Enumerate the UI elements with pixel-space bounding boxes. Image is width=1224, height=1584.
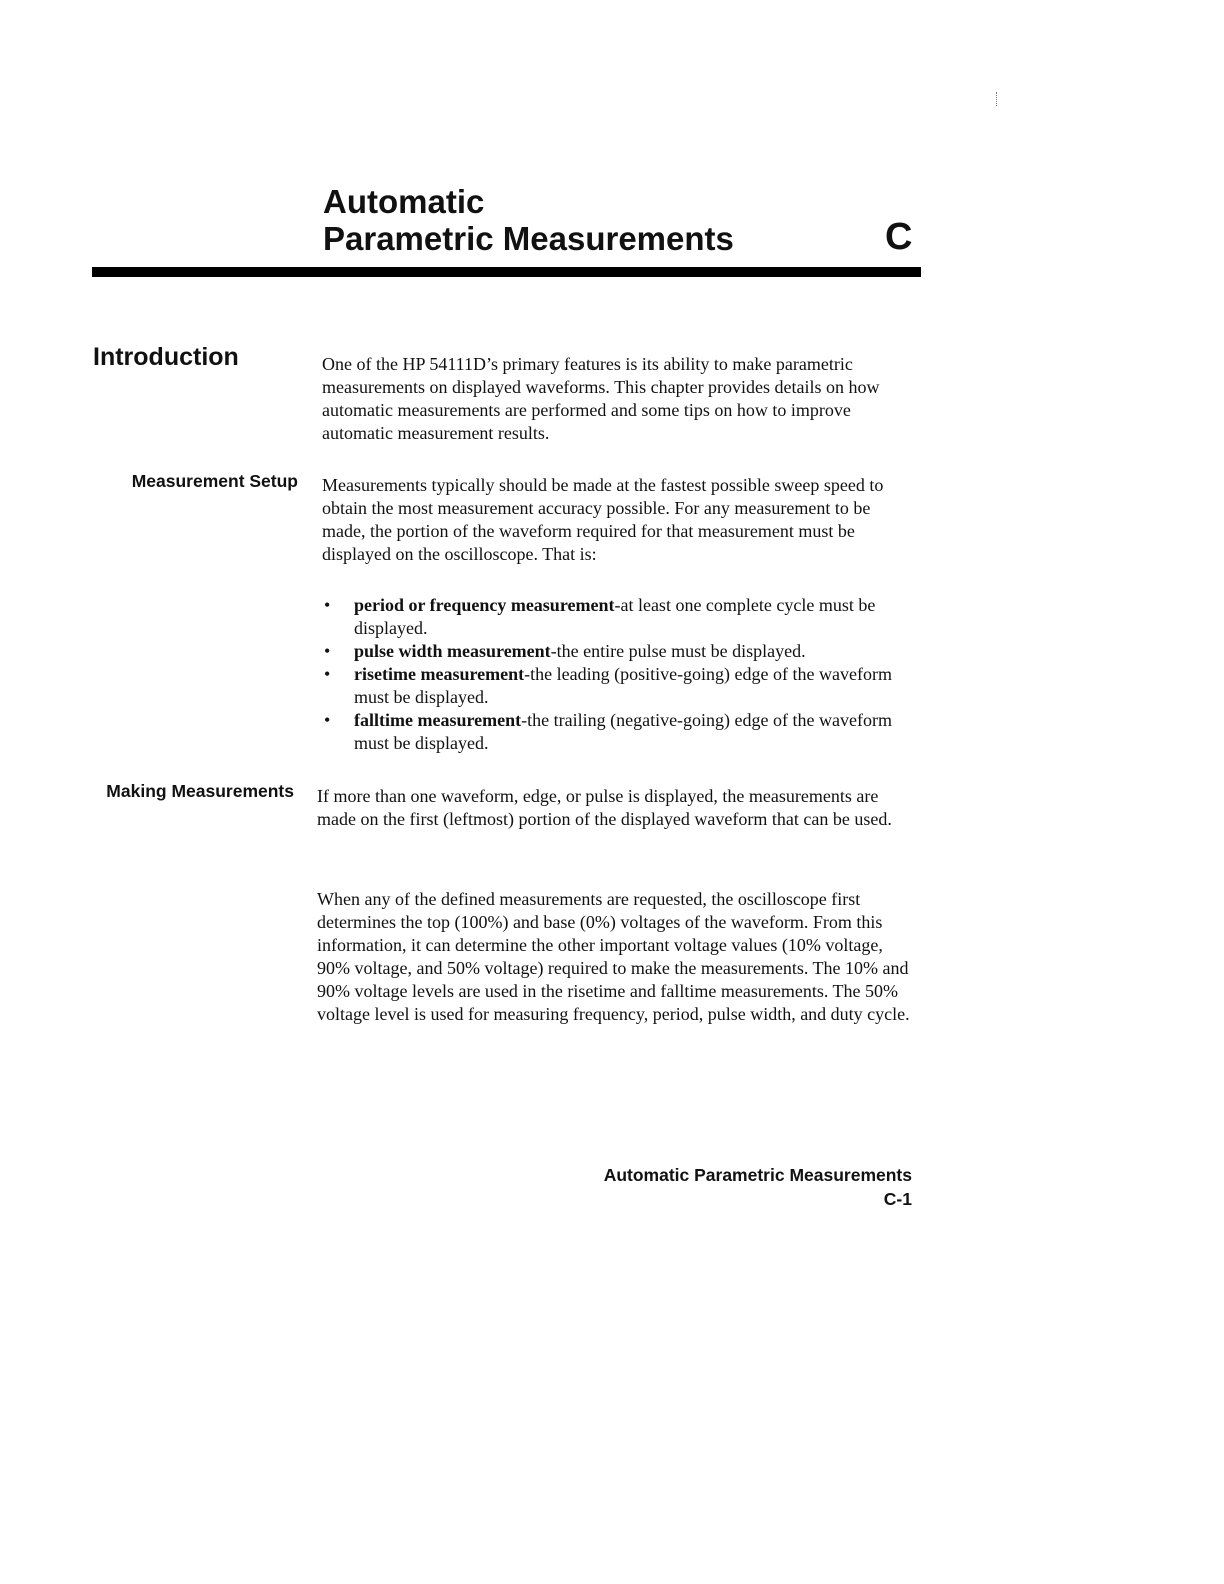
scan-speck — [996, 92, 999, 106]
making-paragraph-2: When any of the defined measurements are requested, the oscilloscope first determines the top (100%) and base (0%) voltages of the waveform. From this information, it can determine the other important voltage values (10% voltage, 90% voltage, and 50% voltage) required to make the measurements. The 10% and 90% voltage levels are used in the risetime and falltime measurements. The 50% voltage level is used for measuring frequency, period, pulse width, and duty cycle. — [317, 889, 910, 1024]
measurement-requirements-list — [322, 594, 902, 755]
bullet-text: -at least one complete cycle must be displayed. — [354, 595, 876, 638]
section-heading-introduction: Introduction — [93, 343, 239, 371]
bullet-icon: • — [324, 664, 331, 684]
bullet-term: risetime measurement — [354, 664, 525, 684]
bullet-icon: • — [324, 595, 331, 615]
bullet-icon: • — [324, 641, 331, 661]
side-heading-measurement-setup: Measurement Setup — [131, 471, 298, 491]
footer-title: Automatic Parametric Measurements — [603, 1165, 912, 1185]
chapter-title-line-1: Automatic — [323, 183, 485, 220]
chapter-title — [323, 183, 734, 257]
intro-paragraph: One of the HP 54111D’s primary features is its ability to make parametric measurements on displayed waveforms. This chapter provides details on how automatic measurements are performed and some tips on how to improve automatic measurement results. — [322, 354, 880, 443]
page-number: C-1 — [883, 1189, 912, 1209]
bullet-text: -the entire pulse must be displayed. — [550, 641, 806, 661]
making-paragraph-1: If more than one waveform, edge, or pulse is displayed, the measurements are made on the first (leftmost) portion of the displayed waveform that can be used. — [317, 786, 892, 829]
page-footer — [604, 1163, 912, 1211]
list-item — [322, 640, 902, 663]
list-item — [322, 709, 902, 755]
list-item — [322, 594, 902, 640]
bullet-icon: • — [324, 710, 331, 730]
side-heading-making-measurements: Making Measurements — [106, 781, 294, 801]
list-item — [322, 663, 902, 709]
chapter-letter: C — [885, 216, 913, 258]
bullet-term: falltime measurement — [354, 710, 522, 730]
chapter-title-line-2: Parametric Measurements — [323, 220, 734, 257]
setup-paragraph: Measurements typically should be made at the fastest possible sweep speed to obtain the most measurement accuracy possible. For any measurement to be made, the portion of the waveform required for that measurement must be displayed on the oscilloscope. That is: — [322, 475, 884, 564]
bullet-text: -the trailing (negative-going) edge of the waveform must be displayed. — [354, 710, 892, 753]
bullet-term: pulse width measurement — [354, 641, 551, 661]
chapter-rule — [92, 267, 921, 277]
bullet-text: -the leading (positive-going) edge of the waveform must be displayed. — [354, 664, 892, 707]
bullet-term: period or frequency measurement — [354, 595, 615, 615]
